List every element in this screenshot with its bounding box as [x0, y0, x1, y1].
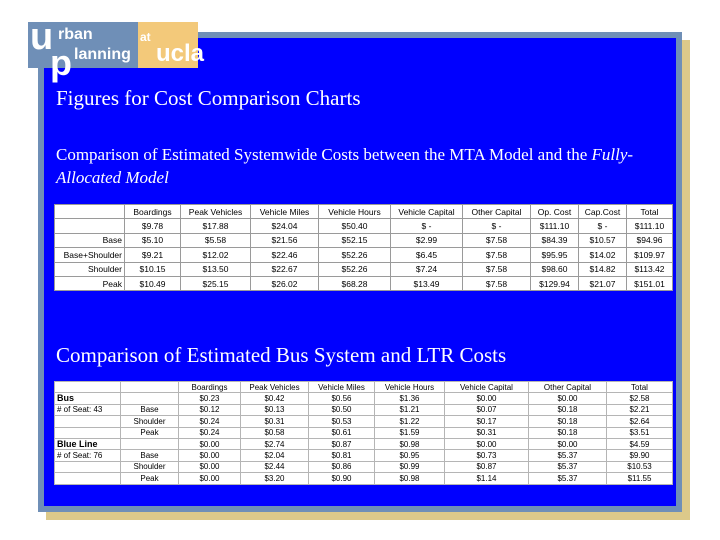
table-cell: $0.53: [309, 416, 375, 427]
table-header-row: [55, 382, 673, 393]
table-row: [55, 438, 673, 449]
table-cell: Shoulder: [121, 461, 179, 472]
table-cell: $9.90: [607, 450, 673, 461]
table-cell: $22.67: [251, 262, 319, 276]
logo-word-ucla: ucla: [156, 40, 205, 67]
table-cell: # of Seat: 43: [55, 404, 121, 415]
table-cell: $ -: [579, 219, 627, 233]
table-cell: # of Seat: 76: [55, 450, 121, 461]
urban-planning-ucla-logo: [28, 16, 205, 83]
table-cell: $0.18: [529, 427, 607, 438]
table-cell: $0.87: [445, 461, 529, 472]
table-cell: [55, 219, 125, 233]
table-cell: $5.10: [125, 233, 181, 247]
table-cell: $ -: [391, 219, 463, 233]
table-cell: $1.14: [445, 473, 529, 484]
table-cell: $0.00: [529, 393, 607, 404]
table-cell: $12.02: [181, 248, 251, 262]
column-header: [121, 382, 179, 393]
table-cell: $50.40: [319, 219, 391, 233]
table-cell: $0.56: [309, 393, 375, 404]
column-header: Vehicle Hours: [319, 205, 391, 219]
column-header: Other Capital: [529, 382, 607, 393]
table-row: [55, 473, 673, 484]
table-cell: Peak: [121, 427, 179, 438]
table-cell: $0.87: [309, 438, 375, 449]
table-cell: $0.12: [179, 404, 241, 415]
table-cell: $21.56: [251, 233, 319, 247]
table-cell: $13.49: [391, 276, 463, 290]
table-cell: Base: [121, 404, 179, 415]
table-cell: $1.22: [375, 416, 445, 427]
table-cell: Shoulder: [121, 416, 179, 427]
table-cell: $0.17: [445, 416, 529, 427]
table-cell: [55, 427, 121, 438]
table-row: [55, 427, 673, 438]
table-cell: [55, 461, 121, 472]
table-cell: Blue Line: [55, 438, 121, 449]
table-cell: $3.51: [607, 427, 673, 438]
table-cell: $94.96: [627, 233, 673, 247]
table-cell: $2.04: [241, 450, 309, 461]
table-cell: [55, 416, 121, 427]
table2-caption: Comparison of Estimated Bus System and LTR Costs: [56, 343, 507, 367]
table-cell: $98.60: [531, 262, 579, 276]
table-cell: $1.59: [375, 427, 445, 438]
table-cell: $113.42: [627, 262, 673, 276]
table-cell: $2.74: [241, 438, 309, 449]
table-cell: Base: [55, 233, 125, 247]
table1-caption-italic: Fully-Allocated Model: [56, 145, 634, 187]
column-header: Vehicle Miles: [309, 382, 375, 393]
table-cell: $2.58: [607, 393, 673, 404]
slide-title: Figures for Cost Comparison Charts: [56, 86, 361, 110]
table-cell: $52.26: [319, 262, 391, 276]
table-cell: $0.50: [309, 404, 375, 415]
column-header: [55, 382, 121, 393]
column-header: Total: [607, 382, 673, 393]
table-cell: $0.24: [179, 416, 241, 427]
table-cell: Shoulder: [55, 262, 125, 276]
column-header: [55, 205, 125, 219]
table-cell: [121, 393, 179, 404]
table-row: [55, 416, 673, 427]
table-cell: $95.95: [531, 248, 579, 262]
logo-word-urban: rban: [58, 26, 93, 43]
column-header: Vehicle Hours: [375, 382, 445, 393]
table-cell: $0.00: [445, 438, 529, 449]
table-cell: $0.98: [375, 473, 445, 484]
table-cell: $7.58: [463, 262, 531, 276]
table-cell: $151.01: [627, 276, 673, 290]
table-cell: $84.39: [531, 233, 579, 247]
table-cell: $2.44: [241, 461, 309, 472]
table-cell: $5.37: [529, 450, 607, 461]
column-header: Other Capital: [463, 205, 531, 219]
column-header: Vehicle Capital: [445, 382, 529, 393]
table-cell: $0.00: [179, 450, 241, 461]
table-cell: $0.73: [445, 450, 529, 461]
table-cell: $22.46: [251, 248, 319, 262]
table-cell: $0.31: [241, 416, 309, 427]
column-header: Total: [627, 205, 673, 219]
logo-letter-p: p: [50, 42, 72, 83]
table-cell: $14.82: [579, 262, 627, 276]
table-cell: $11.55: [607, 473, 673, 484]
table-cell: Bus: [55, 393, 121, 404]
table-cell: $0.00: [529, 438, 607, 449]
table-cell: $0.58: [241, 427, 309, 438]
table-cell: $0.61: [309, 427, 375, 438]
table-cell: $17.88: [181, 219, 251, 233]
table-cell: $1.36: [375, 393, 445, 404]
systemwide-cost-table: [54, 204, 673, 291]
logo-word-at: at: [140, 30, 151, 44]
table-cell: $7.58: [463, 248, 531, 262]
table-cell: $129.94: [531, 276, 579, 290]
table-row: [55, 248, 673, 262]
column-header: Vehicle Miles: [251, 205, 319, 219]
table-cell: $10.15: [125, 262, 181, 276]
table-row: [55, 404, 673, 415]
table-cell: $7.58: [463, 233, 531, 247]
bus-ltr-cost-table: [54, 381, 673, 485]
table-cell: $21.07: [579, 276, 627, 290]
table1-caption: [56, 143, 666, 189]
column-header: Peak Vehicles: [181, 205, 251, 219]
table-row: [55, 276, 673, 290]
table-cell: $0.90: [309, 473, 375, 484]
table-cell: $0.00: [179, 461, 241, 472]
table-cell: $10.57: [579, 233, 627, 247]
table-cell: $109.97: [627, 248, 673, 262]
table-cell: $0.00: [179, 473, 241, 484]
column-header: Boardings: [125, 205, 181, 219]
table-cell: $2.64: [607, 416, 673, 427]
table-row: [55, 219, 673, 233]
table-cell: $2.99: [391, 233, 463, 247]
table1-caption-text: Comparison of Estimated Systemwide Costs between the MTA Model and the: [56, 145, 592, 164]
table-cell: $26.02: [251, 276, 319, 290]
table-cell: $0.00: [179, 438, 241, 449]
table-cell: $4.59: [607, 438, 673, 449]
table-header-row: [55, 205, 673, 219]
table-row: [55, 262, 673, 276]
table-cell: $0.00: [445, 393, 529, 404]
column-header: Cap.Cost: [579, 205, 627, 219]
logo-letter-u: u: [30, 16, 54, 58]
table-cell: $5.37: [529, 473, 607, 484]
table-cell: [55, 473, 121, 484]
table-cell: $6.45: [391, 248, 463, 262]
table-cell: $24.04: [251, 219, 319, 233]
table-cell: $5.37: [529, 461, 607, 472]
table-row: [55, 461, 673, 472]
table-cell: $52.15: [319, 233, 391, 247]
table-cell: Base+Shoulder: [55, 248, 125, 262]
table-cell: $10.49: [125, 276, 181, 290]
table-cell: $0.13: [241, 404, 309, 415]
table-cell: [121, 438, 179, 449]
table-cell: $25.15: [181, 276, 251, 290]
table-cell: $0.07: [445, 404, 529, 415]
table-cell: $ -: [463, 219, 531, 233]
table-cell: $9.21: [125, 248, 181, 262]
table-cell: $68.28: [319, 276, 391, 290]
table-cell: $0.98: [375, 438, 445, 449]
logo-word-planning: lanning: [74, 46, 131, 63]
table-row: [55, 450, 673, 461]
column-header: Op. Cost: [531, 205, 579, 219]
table-cell: $0.31: [445, 427, 529, 438]
table-cell: $52.26: [319, 248, 391, 262]
table-cell: $0.95: [375, 450, 445, 461]
table-row: [55, 233, 673, 247]
table-cell: $111.10: [627, 219, 673, 233]
table-cell: $0.18: [529, 404, 607, 415]
column-header: Boardings: [179, 382, 241, 393]
table-cell: $2.21: [607, 404, 673, 415]
table-cell: $0.42: [241, 393, 309, 404]
table-cell: $5.58: [181, 233, 251, 247]
table-cell: $0.24: [179, 427, 241, 438]
table-cell: Peak: [121, 473, 179, 484]
table-cell: $3.20: [241, 473, 309, 484]
table-row: [55, 393, 673, 404]
table-cell: $0.81: [309, 450, 375, 461]
table-cell: $13.50: [181, 262, 251, 276]
table-cell: Peak: [55, 276, 125, 290]
table-cell: $7.24: [391, 262, 463, 276]
column-header: Vehicle Capital: [391, 205, 463, 219]
table-cell: $14.02: [579, 248, 627, 262]
table-cell: $0.99: [375, 461, 445, 472]
column-header: Peak Vehicles: [241, 382, 309, 393]
table-cell: $0.86: [309, 461, 375, 472]
table-cell: $0.23: [179, 393, 241, 404]
table-cell: $1.21: [375, 404, 445, 415]
table-cell: $0.18: [529, 416, 607, 427]
table-cell: $111.10: [531, 219, 579, 233]
table-cell: $7.58: [463, 276, 531, 290]
table-cell: $9.78: [125, 219, 181, 233]
table-cell: Base: [121, 450, 179, 461]
table-cell: $10.53: [607, 461, 673, 472]
